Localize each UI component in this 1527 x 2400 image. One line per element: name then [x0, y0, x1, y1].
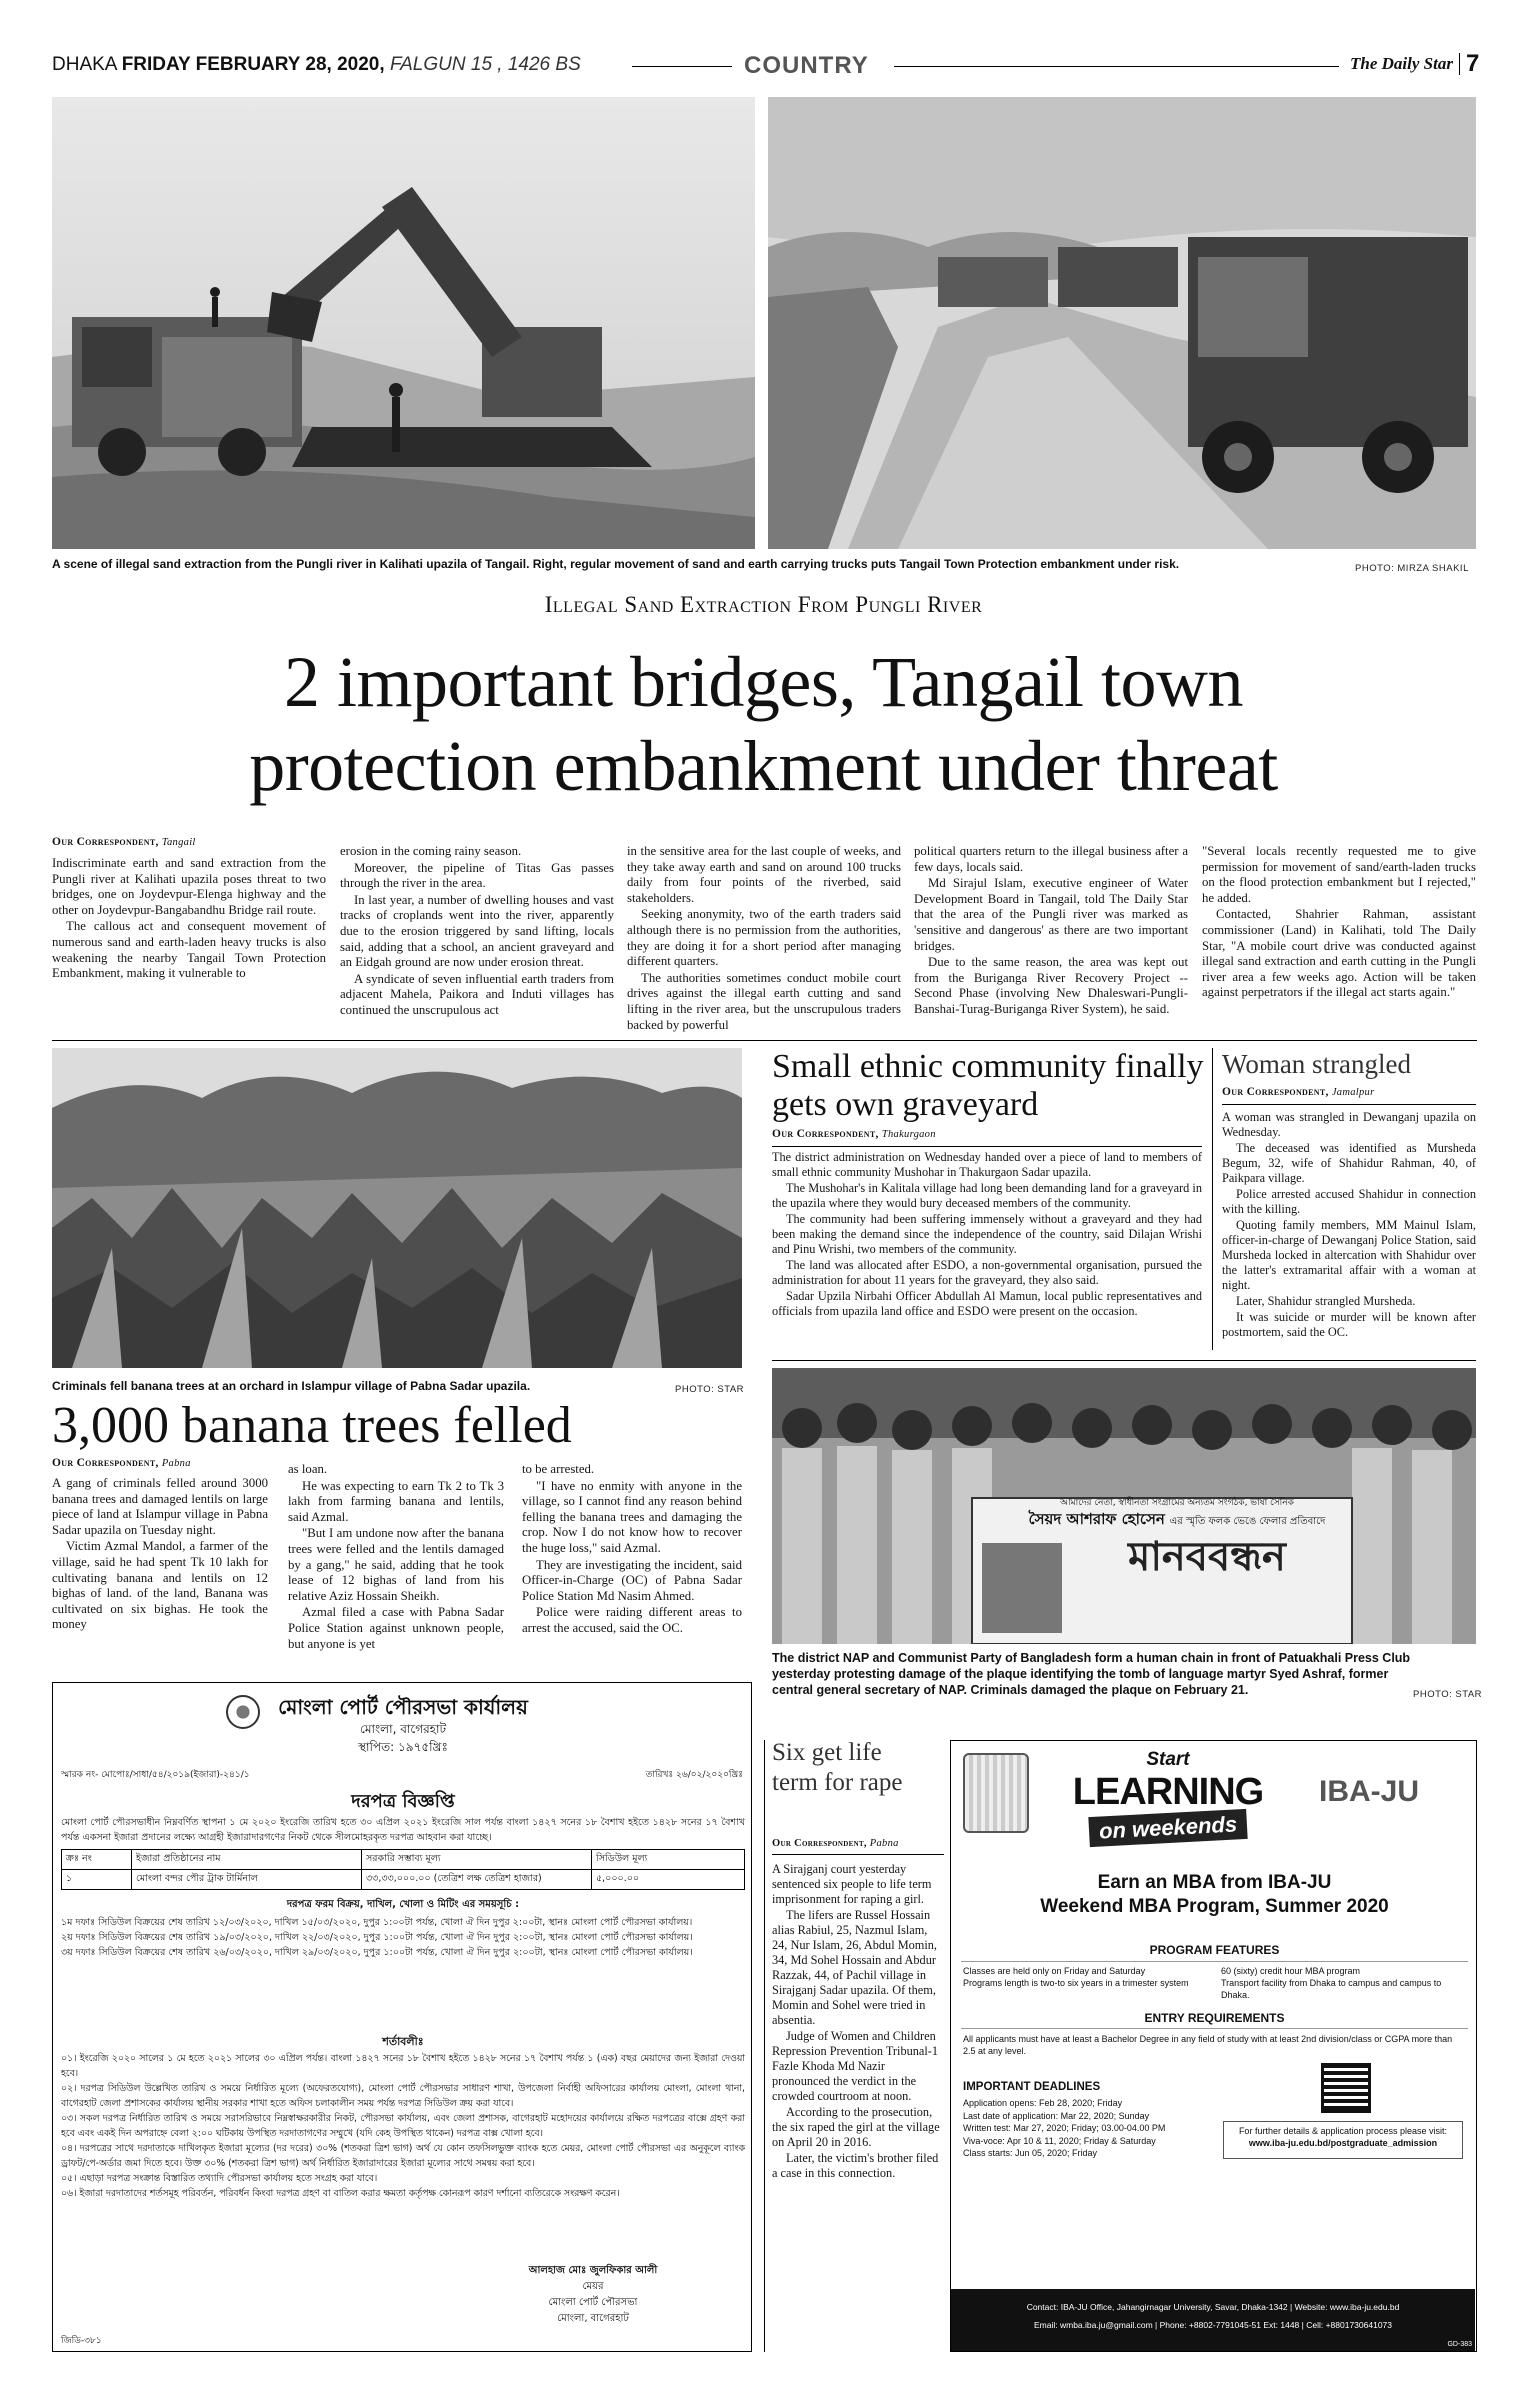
bangla-date: FALGUN 15 , 1426 BS: [389, 54, 581, 75]
learning-banner: Start LEARNING on weekends: [1063, 1749, 1273, 1857]
tender-code: জিডি-৩৮১: [61, 2336, 102, 2346]
banana-photo-credit: PHOTO: STAR: [675, 1384, 745, 1395]
lead-photo-caption: A scene of illegal sand extraction from the Pungli river in Kalihati upazila of Tangail. Right, regular movement of sand and earth carrying trucks puts Tangail Town Protection embankment under risk.: [52, 557, 1180, 571]
qr-code-icon: [1321, 2063, 1371, 2113]
deadlines-heading: IMPORTANT DEADLINES: [963, 2081, 1101, 2093]
features-heading: PROGRAM FEATURES: [1149, 1943, 1280, 1957]
six-body: A Sirajganj court yesterday sentenced six people to life term imprisonment for raping a girl. The lifers are Russel Hossain alias Rabiul, 25, Nazmul Islam, 24, Nur Islam, 26, Abdul Momin, 34, Md Sohel Hossain and Abdur Razzak, 44, of Pachil village in Sirajganj Sadar upazila. Of them, Momin and Sohel were tried in absentia. Judge of Women and Children Repression Prevention Tribunal-1 Fazle Khoda Md Nazir pronounced the verdict in the crowded courtroom at noon. According to the prosecution, the six raped the girl at the village on April 20 in 2016. Later, the victim's brother filed a case in this connection.: [772, 1862, 940, 2180]
features-list-2: 60 (sixty) credit hour MBA program Transport facility from Dhaka to campus and campus to Dhaka.: [1221, 1966, 1442, 2000]
lead-col-5: "Several locals recently requested me to give permission for movement of sand/earth-laden trucks on the flood protection embankment but I rejected," he added. Contacted, Shahrier Rahman, assistant commissioner (Land) in Kalihati, told The Daily Star, "A mobile court drive was conducted against illegal sand extraction and earth cutting in the Pungli river area a few weeks ago. Action will be taken against perpetrators if the illegal act starts again.": [1202, 844, 1476, 1000]
human-chain-credit: PHOTO: STAR: [1413, 1689, 1483, 1700]
tender-memo: স্মারক নং- মোপোঃ/সাধা/৫৪/২০১৯(ইজারা)-২৪১/১: [61, 1770, 250, 1780]
section-divider: [52, 1040, 1477, 1041]
iba-ju-advertisement: [950, 1740, 1477, 2352]
banana-orchard-photo: [52, 1048, 742, 1368]
ethnic-headline: Small ethnic community finally gets own graveyard: [772, 1048, 1204, 1123]
tender-signature: আলহাজ মোঃ জুলফিকার আলী মেয়র মোংলা পোর্ট পৌরসভা মোংলা, বাগেরহাট: [528, 2265, 658, 2324]
sand-extraction-photo: [52, 97, 755, 549]
human-chain-caption: The district NAP and Communist Party of Bangladesh form a human chain in front of Patuakhali Press Club yesterday protesting damage of the plaque identifying the tomb of language martyr Syed Ashraf, former central general secretary of NAP. Criminals damaged the plaque on February 21.: [772, 1651, 1411, 1697]
tender-schedule: ১ম দফাঃ সিডিউল বিক্রয়ের শেষ তারিখ ১২/০৩/২০২০, দাখিল ১৫/০৩/২০২০, দুপুর ১:০০টা পর্যন্ত, খোলা ঐ দিন দুপুর ২:০০টা, স্থানঃ মোংলা পোর্ট পৌরসভা কার্যালয়। ২য় দফাঃ সিডিউল বিক্রয়ের শেষ তারিখ ১৯/০৩/২০২০, দাখিল ২২/০৩/২০২০, দুপুর ১:০০টা পর্যন্ত, খোলা ঐ দিন দুপুর ২:০০টা, স্থানঃ মোংলা পোর্ট পৌরসভা কার্যালয়। ৩য় দফাঃ সিডিউল বিক্রয়ের শেষ তারিখ ২৬/০৩/২০২০, দাখিল ২৯/০৩/২০২০, দুপুর ১:০০টা পর্যন্ত, খোলা ঐ দিন দুপুর ২:০০টা, স্থানঃ মোংলা পোর্ট পৌরসভা কার্যালয়।: [61, 1917, 693, 1958]
masthead: [52, 50, 1480, 80]
woman-body: A woman was strangled in Dewanganj upazila on Wednesday. The deceased was identified as Mursheda Begum, 32, wife of Shahidur Rahman, 40, of Paikpara village. Police arrested accused Shahidur in connection with the killing. Quoting family members, MM Mainul Islam, officer-in-charge of Dewanganj Police Station, said Mursheda locked in altercation with Shahidur over the latter's extramarital affair with a woman at night. Later, Shahidur strangled Mursheda. It was suicide or murder will be known after postmortem, said the OC.: [1222, 1110, 1476, 1339]
woman-headline: Woman strangled: [1222, 1049, 1412, 1079]
contact-footer: Contact: IBA-JU Office, Jahangirnagar University, Savar, Dhaka-1342 | Website: www.iba-ju.edu.bd Email: wmba.iba.ju@gmail.com | Phone: +8802-7791045-51 Ext: 1448 | Cell: +8801730641073: [951, 2289, 1475, 2351]
banana-byline: Our Correspondent, Pabna: [52, 1457, 191, 1469]
lead-col-1: Indiscriminate earth and sand extraction from the Pungli river at Kalihati upazila poses threat to two bridges, one on Joydevpur-Elenga highway and the other on Joydevpur-Bangabandhu Bridge rail route. The callous act and consequent movement of numerous sand and earth-laden heavy trucks is also weakening the nearby Tangail Town Protection Embankment, making it vulnerable to: [52, 856, 326, 981]
six-byline: Our Correspondent, Pabna: [772, 1838, 899, 1849]
lead-col-2: erosion in the coming rainy season. Moreover, the pipeline of Titas Gas passes through the river in the area. In last year, a number of dwelling houses and vast tracks of croplands went into the river, apparently due to the erosion triggered by sand lifting, locals said, adding that a school, an ancient graveyard and an Eidgah ground are now under erosion threat. A syndicate of seven influential earth traders from adjacent Mahela, Paikora and Induti villages has continued the unscrupulous act: [340, 844, 614, 1017]
lead-byline: Our Correspondent, Tangail: [52, 836, 196, 848]
lead-photo-credit: PHOTO: MIRZA SHAKIL: [1355, 563, 1469, 574]
tender-terms-heading: শর্তাবলীঃ: [382, 2035, 424, 2048]
lead-col-4: political quarters return to the illegal business after a few days, locals said. Md Sirajul Islam, executive engineer of Water Development Board in Tangail, told The Daily Star that the area of the Pungli river was marked as 'sensitive and dangerous' as there are two important bridges. Due to the same reason, the area was kept out from the Buriganga River Recovery Project -- Second Phase (involving New Dhaleswari-Pungli-Banshai-Turag-Buriganga River System), he said.: [914, 844, 1188, 1016]
entry-heading: ENTRY REQUIREMENTS: [1144, 2011, 1285, 2025]
tender-terms: ০১। ইংরেজি ২০২০ সালের ১ মে হতে ২০২১ সালের ৩০ এপ্রিল পর্যন্ত। বাংলা ১৪২৭ সনের ১৮ বৈশাখ হইতে ১৪২৮ সনের ১৭ বৈশাখ পর্যন্ত ১ (এক) বছর মেয়াদের জন্য ইজারা দেওয়া হবে। ০২। দরপত্র সিডিউল উল্লেখিত তারিখ ও সময়ে নির্ধারিত মূল্যে (অফেরতযোগ্য), মোংলা পোর্ট পৌরসভার সাধারণ শাখা, উপজেলা নির্বাহী অফিসারের কার্যালয় মোংলা, মোংলা থানা, বাগেরহাট জেলা প্রশাসকের কার্যালয় স্থানীয় সরকার শাখা হতে অফিস চলাকালীন সময় পর্যন্ত দরপত্র সিডিউল ক্রয় করা যাবে। ০৩। সকল দরপত্র নির্ধারিত তারিখ ও সময়ে সরাসরিভাবে নিম্নস্বাক্ষরকারীর নিকট, পৌরসভা কার্যালয়, এবং জেলা প্রশাসক, বাগেরহাট মহোদয়ের কার্যালয়ে রক্ষিত দরপত্রের বাক্সে গ্রহণ করা হবে এবং একই দিন অপরাহ্নে বেলা ২:০০ ঘটিকায় উপস্থিত দরদাতাগণের সম্মুখে (যদি কেহ উপস্থিত থাকেন) দরপত্র বাক্স খোলা হবে। ০৪। দরপত্রের সাথে দরদাতাকে দাখিলকৃত ইজারা মূল্যের (দর দরের) ৩০% (শতকরা ত্রিশ ভাগ) অর্থ যে কোন তফসিলভুক্ত ব্যাংক হতে মেয়র, মোংলা পোর্ট পৌরসভা এর অনুকূলে ব্যাংক ড্রাফট/পে-অর্ডার জমা দিতে হবে। উক্ত ৩০% (শতকরা ত্রিশ ভাগ) অর্থ নির্ধারিত ইজারাদারের ইজারা মূল্যের সাথে সমন্বয় করা হবে। ০৫। এছাড়া দরপত্র সংক্রান্ত বিস্তারিত তথ্যাদি পৌরসভা কার্যালয় হতে সংগ্রহ করা যাবে। ০৬। ইজারা দরদাতাদের শর্তসমূহ পরিবর্তন, পরিবর্ধন কিংবা দরপত্র গ্রহণ বা বাতিল করার ক্ষমতা কর্তৃপক্ষ কোনরূপ কারণ দর্শানো ব্যতিরেকে সংরক্ষণ করেন।: [61, 2053, 745, 2199]
entry-text: All applicants must have at least a Bachelor Degree in any field of study with at least 2nd division/class or CGPA more than 2.5 at any level.: [963, 2034, 1453, 2056]
deadlines-list: Application opens: Feb 28, 2020; Friday Last date of application: Mar 22, 2020; Sunday Written test: Mar 27, 2020; Friday; 03.00-04.00 PM Viva-voce: Apr 10 & 11, 2020; Friday & Saturday Class starts: Jun 05, 2020; Friday: [963, 2098, 1166, 2158]
ethnic-body: The district administration on Wednesday handed over a piece of land to members of small ethnic community Mushohar in Thakurgaon Sadar upazila. The Mushohar's in Kalitala village had long been demanding land for a graveyard in the upazila where they would bury deceased members of the community. The community had been suffering immensely without a graveyard and they had been making the demand since the independence of the country, said Dilajan Wrishi and Pinu Wrishi, two members of the community. The land was allocated after ESDO, a non-governmental organisation, pursued the administration for about 11 years for the graveyard, they also said. Sadar Upzila Nirbahi Officer Abdullah Al Mamun, local public representatives and officials from upazila land office and ESDO were present on the occasion.: [772, 1150, 1202, 1318]
tender-subtitle: মোংলা, বাগেরহাট: [360, 1722, 446, 1736]
tender-intro: মোংলা পোর্ট পৌরসভাধীন নিম্নবর্ণিত স্থাপনা ১ মে ২০২০ ইংরেজি তারিখ হতে ৩০ এপ্রিল ২০২১ ইংরেজি সাল পর্যন্ত বাংলা ১৪২৭ সনের ১৮ বৈশাখ হইতে ১৪২৮ সনের ১৭ বৈশাখ পর্যন্ত একসনা ইজারা প্রদানের লক্ষ্যে আগ্রহী ইজারাদারগণের নিকট থেকে সীলমোহরকৃত দরপত্র আহবান করা যাচ্ছে।: [61, 1817, 745, 1843]
protest-banner-text: আমাদের নেতা, স্বাধীনতা সংগ্রামের অন্যতম সংগঠক, ভাষা সৈনিক সৈয়দ আশরাফ হোসেন এর স্মৃতি ফলক ভেঙে ফেলার প্রতিবাদে মানববন্ধন: [1002, 1498, 1352, 1582]
section-label: COUNTRY: [744, 52, 869, 79]
six-headline: Six get life term for rape: [772, 1739, 903, 1796]
admission-url[interactable]: www.iba-ju.edu.bd/postgraduate_admission: [1248, 2138, 1438, 2148]
weekday-date: FRIDAY FEBRUARY 28, 2020,: [121, 54, 385, 75]
banner-name: সৈয়দ আশরাফ হোসেন: [1028, 1510, 1165, 1528]
ethnic-byline: Our Correspondent, Thakurgaon: [772, 1128, 936, 1140]
banana-headline: 3,000 banana trees felled: [52, 1397, 572, 1454]
page-number: 7: [1466, 50, 1480, 77]
banana-col-2: as loan. He was expecting to earn Tk 2 to Tk 3 lakh from farming banana and lentils, said Azmal. "But I am undone now after the banana trees were felled and the lentils damaged by a gang," he said, adding that he took lease of 12 bighas of land from his relative Aziz Hossain Sheikh. Azmal filed a case with Pabna Sadar Police Station against unknown people, but anyone is yet: [288, 1462, 504, 1651]
lead-kicker: Illegal Sand Extraction From Pungli River: [544, 592, 983, 617]
tender-established: স্থাপিত: ১৯৭৫খ্রিঃ: [358, 1740, 448, 1754]
ad-code: GD-383: [1447, 2341, 1472, 2348]
lead-col-3: in the sensitive area for the last couple of weeks, and they take away earth and sand on around 100 trucks daily from four points of the riverbed, said stakeholders. Seeking anonymity, two of the earth traders said although there is no permission from the authorities, they are doing it for a short period after managing different quarters. The authorities sometimes conduct mobile court drives against the illegal earth cutting and sand lifting in the river area, but the unscrupulous traders backed by powerful: [627, 844, 901, 1032]
tender-notice: [52, 1682, 752, 2352]
features-list: Classes are held only on Friday and Saturday Programs length is two-to six years in a trimester system: [963, 1966, 1189, 1988]
iba-ju-brand: IBA-JU: [1319, 1775, 1420, 1808]
banana-col-3: to be arrested. "I have no enmity with anyone in the village, so I cannot find any reason behind felling the banana trees and damaging the crop. Now I do not know how to recover the huge loss," said Azmal. They are investigating the incident, said Officer-in-Charge (OC) of Pabna Sadar Police Station Md Nasim Ahmed. Police were raiding different areas to arrest the accused, said the OC.: [522, 1462, 742, 1635]
banana-photo-caption: Criminals fell banana trees at an orchard in Islampur village of Pabna Sadar upazila.: [52, 1379, 531, 1393]
truck-embankment-photo: [768, 97, 1476, 549]
banana-col-1: A gang of criminals felled around 3000 banana trees and damaged lentils on large piece of land at Islampur village in Pabna Sadar upazila on Tuesday night. Victim Azmal Mandol, a farmer of the village, said he had spent Tk 10 lakh for cultivating banana and lentils on 12 bighas of land. of the land, Banana was cultivated on six bighas. He took the money: [52, 1476, 268, 1632]
tender-table: ক্রঃ নং ইজারা প্রতিষ্ঠানের নাম সরকারি সম্ভাব্য মূল্য সিডিউল মূল্য ১ মোংলা বন্দর পৌর ট্রাক টার্মিনাল ৩৩,৩৩,০০০.০০ (তেত্রিশ লক্ষ তেত্রিশ হাজার) ৫,০০০.০০: [61, 1849, 745, 1890]
lead-headline: 2 important bridges, Tangail town protection embankment under threat: [249, 642, 1278, 806]
tender-schedule-heading: দরপত্র ফরম বিক্রয়, দাখিল, খোলা ও মিটিং এর সময়সূচি :: [286, 1899, 520, 1910]
tender-notice-title: দরপত্র বিজ্ঞপ্তি: [351, 1791, 455, 1812]
woman-byline: Our Correspondent, Jamalpur: [1222, 1086, 1375, 1098]
further-details-box: For further details & application process please visit: www.iba-ju.edu.bd/postgraduate_admission: [1223, 2121, 1463, 2159]
tender-title: মোংলা পোর্ট পৌরসভা কার্যালয়: [278, 1695, 528, 1719]
university-logo-icon: [963, 1753, 1029, 1833]
banner-big-word: মানববন্ধন: [1128, 1534, 1286, 1580]
paper-name: The Daily Star: [1350, 54, 1453, 73]
tender-date: তারিখঃ ২৬/০২/২০২০খ্রিঃ: [645, 1770, 743, 1780]
mba-headline: Earn an MBA from IBA-JU Weekend MBA Program, Summer 2020: [1040, 1872, 1389, 1917]
dateline: DHAKA: [52, 54, 117, 75]
